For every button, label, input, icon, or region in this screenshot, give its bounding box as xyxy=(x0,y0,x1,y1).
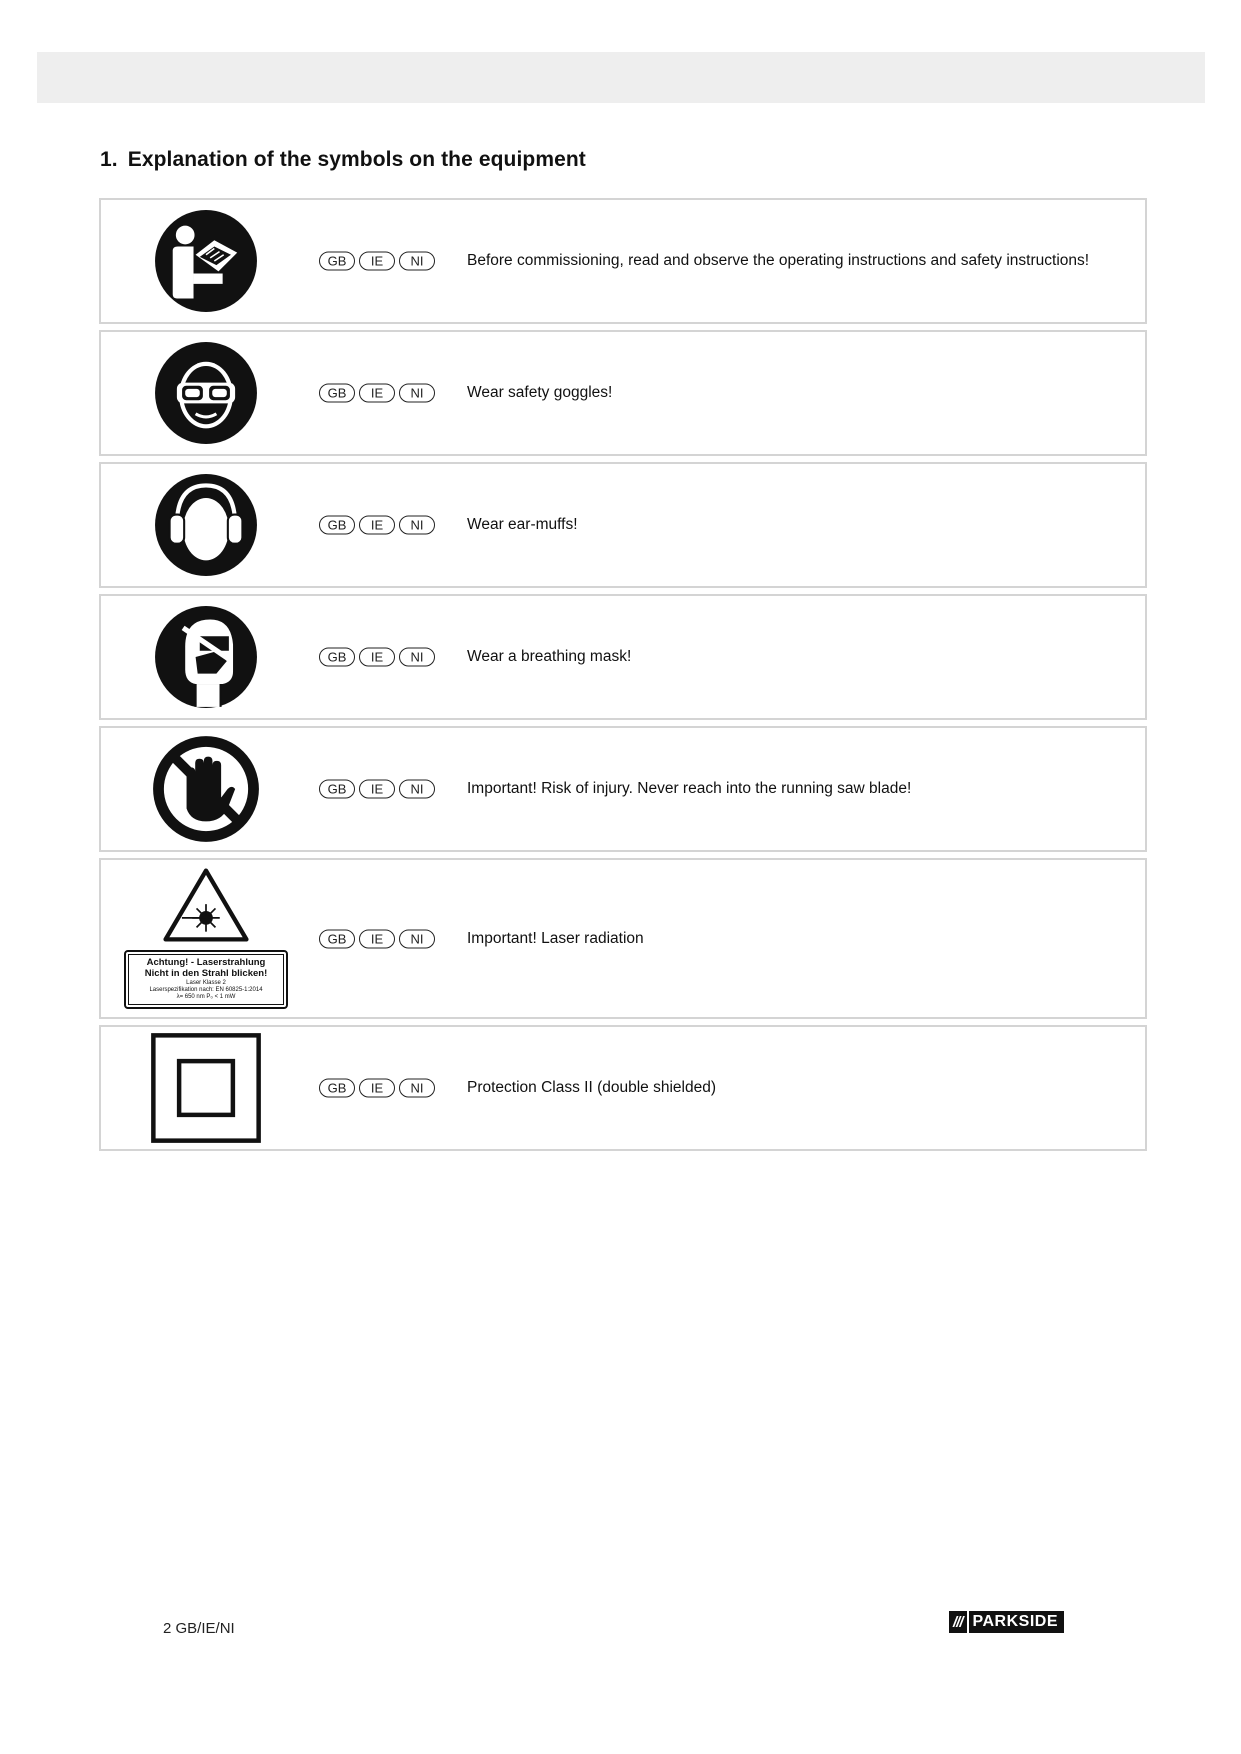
protection-class-ii-icon xyxy=(101,1027,311,1149)
language-badges xyxy=(319,780,435,799)
symbol-description: Before commissioning, read and observe the operating instructions and safety instructions! xyxy=(467,252,1090,269)
language-badges xyxy=(319,648,435,667)
language-badges xyxy=(319,929,435,948)
badge-ni: NI xyxy=(399,384,435,403)
language-badges xyxy=(319,384,435,403)
symbol-row-breathing-mask xyxy=(99,594,1147,720)
symbol-row-ear-muffs xyxy=(99,462,1147,588)
badge-gb: GB xyxy=(319,648,355,667)
symbol-row-no-hand xyxy=(99,726,1147,852)
badge-gb: GB xyxy=(319,252,355,271)
badge-ie: IE xyxy=(359,516,395,535)
safety-goggles-icon xyxy=(101,332,311,454)
symbol-row-laser xyxy=(99,858,1147,1019)
symbol-row-safety-goggles xyxy=(99,330,1147,456)
breathing-mask-icon xyxy=(101,596,311,718)
symbol-row-protection-class xyxy=(99,1025,1147,1151)
badge-ie: IE xyxy=(359,384,395,403)
ear-muffs-icon xyxy=(101,464,311,586)
parkside-logo xyxy=(949,1611,1064,1633)
badge-gb: GB xyxy=(319,929,355,948)
laser-warning-icon xyxy=(101,860,311,1017)
badge-ni: NI xyxy=(399,1079,435,1098)
badge-gb: GB xyxy=(319,384,355,403)
section-number: 1. xyxy=(100,148,118,171)
badge-ni: NI xyxy=(399,252,435,271)
section-title-text: Explanation of the symbols on the equipment xyxy=(127,148,586,171)
badge-ie: IE xyxy=(359,648,395,667)
symbol-description: Important! Laser radiation xyxy=(467,929,644,947)
badge-ie: IE xyxy=(359,929,395,948)
language-badges xyxy=(319,516,435,535)
symbol-description: Wear ear-muffs! xyxy=(467,516,578,533)
laser-class-label: Achtung! - Laserstrahlung Nicht in den Strahl blicken! Laser Klasse 2 Laserspezifikation nach: EN 60825-1:2014 λ= 650 nm P₀ < 1 mW xyxy=(124,950,288,1009)
logo-text: PARKSIDE xyxy=(967,1611,1065,1633)
logo-slashes: /// xyxy=(949,1611,967,1633)
badge-gb: GB xyxy=(319,780,355,799)
read-manual-icon xyxy=(101,200,311,322)
badge-ie: IE xyxy=(359,252,395,271)
symbol-description: Wear a breathing mask! xyxy=(467,648,632,665)
badge-ie: IE xyxy=(359,780,395,799)
badge-ni: NI xyxy=(399,929,435,948)
symbol-row-read-manual xyxy=(99,198,1147,324)
badge-ni: NI xyxy=(399,780,435,799)
symbol-description: Protection Class II (double shielded) xyxy=(467,1079,716,1096)
badge-ni: NI xyxy=(399,648,435,667)
page-number: 2 GB/IE/NI xyxy=(163,1620,235,1637)
badge-ni: NI xyxy=(399,516,435,535)
language-badges xyxy=(319,252,435,271)
badge-gb: GB xyxy=(319,516,355,535)
no-hand-icon xyxy=(101,728,311,850)
language-badges xyxy=(319,1079,435,1098)
badge-gb: GB xyxy=(319,1079,355,1098)
symbol-description: Important! Risk of injury. Never reach into the running saw blade! xyxy=(467,780,912,797)
badge-ie: IE xyxy=(359,1079,395,1098)
symbol-description: Wear safety goggles! xyxy=(467,384,613,401)
